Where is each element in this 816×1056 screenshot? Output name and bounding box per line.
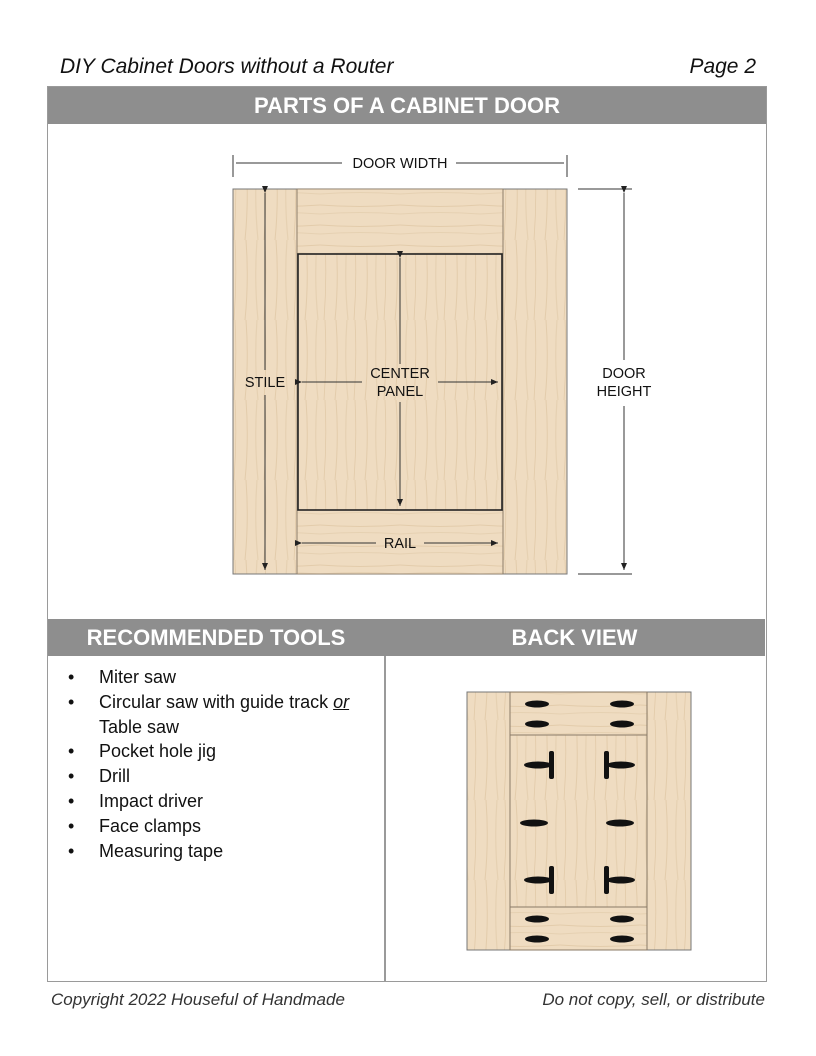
tools-section-header: RECOMMENDED TOOLS <box>48 619 384 656</box>
list-item: • Pocket hole jig <box>68 741 217 762</box>
stile-label: STILE <box>244 375 286 391</box>
list-item: • Miter saw <box>68 667 177 687</box>
parts-section-header: PARTS OF A CABINET DOOR <box>48 87 766 124</box>
door-height-dimension <box>578 189 652 574</box>
center-panel-label-line1: CENTER <box>370 366 430 382</box>
back-view-section-header: BACK VIEW <box>384 619 765 656</box>
back-view-door <box>467 692 691 950</box>
list-item: • Circular saw with guide track or Table saw <box>68 691 350 737</box>
document-title: DIY Cabinet Doors without a Router <box>60 55 394 78</box>
list-item: • Impact driver <box>68 790 204 811</box>
door-height-label-line1: DOOR <box>602 366 646 382</box>
list-item: • Drill <box>68 766 130 787</box>
center-panel-label-line2: PANEL <box>376 384 424 400</box>
list-item: • Measuring tape <box>68 840 224 861</box>
door-width-dimension <box>233 155 567 177</box>
page-number: Page 2 <box>689 55 756 78</box>
door-height-label-line2: HEIGHT <box>596 384 652 400</box>
door-width-label: DOOR WIDTH <box>352 156 448 172</box>
rail-label: RAIL <box>383 536 417 552</box>
footer-notice: Do not copy, sell, or distribute <box>542 990 765 1009</box>
list-item: • Face clamps <box>68 815 202 836</box>
footer-copyright: Copyright 2022 Houseful of Handmade <box>51 990 345 1009</box>
